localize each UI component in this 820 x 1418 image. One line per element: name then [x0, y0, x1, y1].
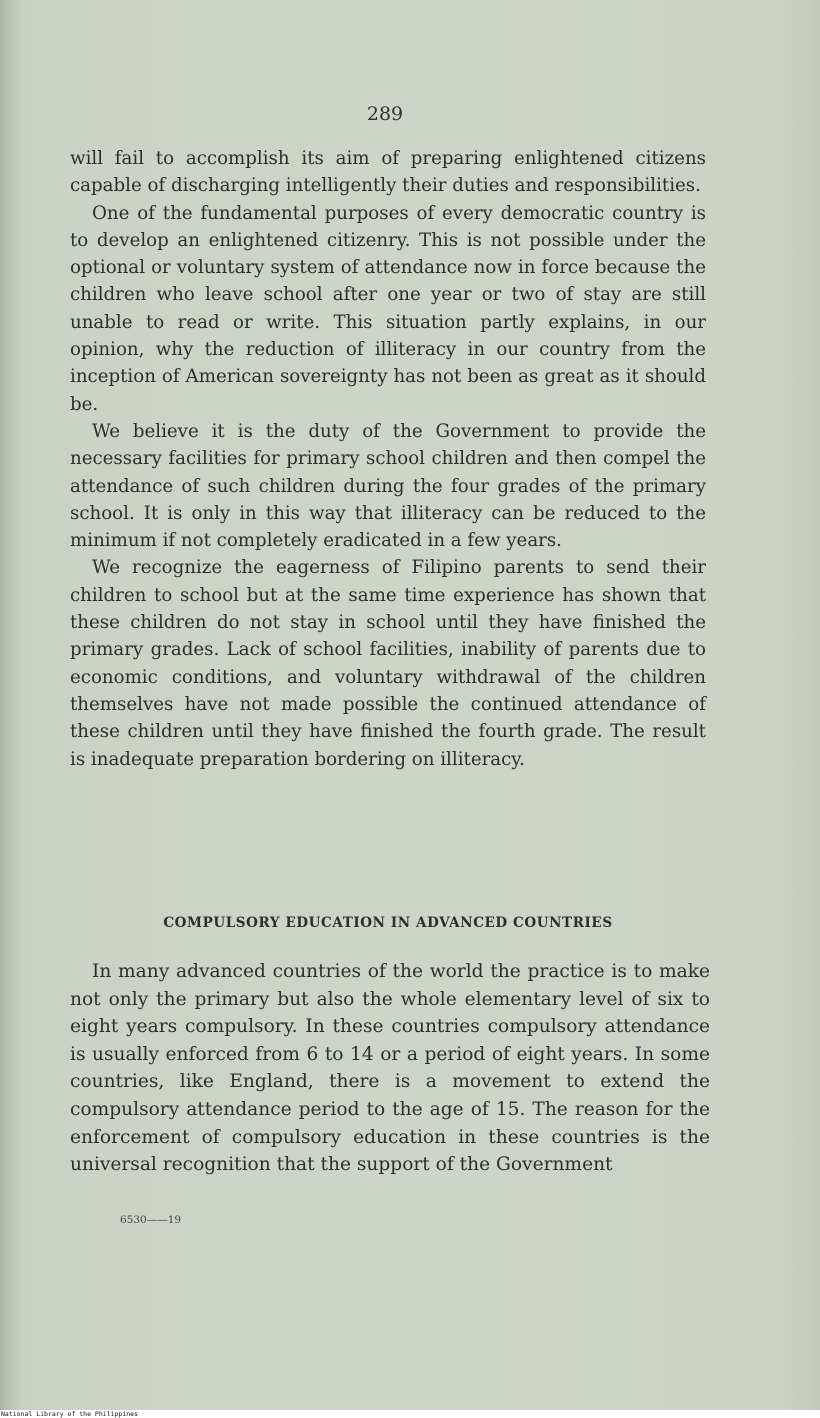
paragraph: We believe it is the duty of the Government to provide the necessary facilities for primary school children and then compel the attendance of such children during the four grades of the primary school. It is only in this way that illiteracy can be reduced to the minimum if not completely eradicated in a few years. — [70, 420, 706, 552]
paragraph: One of the fundamental purposes of every democratic country is to develop an enlightened citizenry. This is not possible under the optional or voluntary system of attendance now in force because the children who leave school after one year or two of stay are still unable to read or write. This situation partly explains, in our opinion, why the reduction of illiteracy in our country from the inception of American sovereignty has not been as great as it should be. — [70, 202, 706, 415]
paragraph: In many advanced countries of the world the practice is to make not only the primary but also the whole elementary level of six to eight years compulsory. In these countries compulsory attendance is usually enforced from 6 to 14 or a period of eight years. In some countries, like England, there is a movement to extend the compulsory attendance period to the age of 15. The reason for the enforcement of compulsory education in these countries is the universal recognition that the support of the Government — [70, 961, 710, 1176]
section-heading: COMPULSORY EDUCATION IN ADVANCED COUNTRIES — [163, 915, 613, 931]
printer-signature-mark: 6530——19 — [120, 1214, 182, 1226]
paragraph: We recognize the eagerness of Filipino parents to send their children to school but at the same time experience has shown that these children do not stay in school until they have finished the primary grades. Lack of school facilities, inability of parents due to economic conditions, and voluntary withdrawal of the children themselves have not made possible the continued attendance of these children until they have finished the fourth grade. The result is inadequate preparation bordering on illiteracy. — [70, 557, 706, 770]
body-text — [70, 145, 706, 773]
page-number: 289 — [366, 103, 404, 125]
paragraph-continuation: will fail to accomplish its aim of preparing enlightened citizens capable of discharging intelligently their duties and responsibilities. — [70, 148, 706, 197]
section-body-text — [70, 958, 710, 1179]
library-credit: National Library of the Philippines — [1, 1410, 138, 1418]
